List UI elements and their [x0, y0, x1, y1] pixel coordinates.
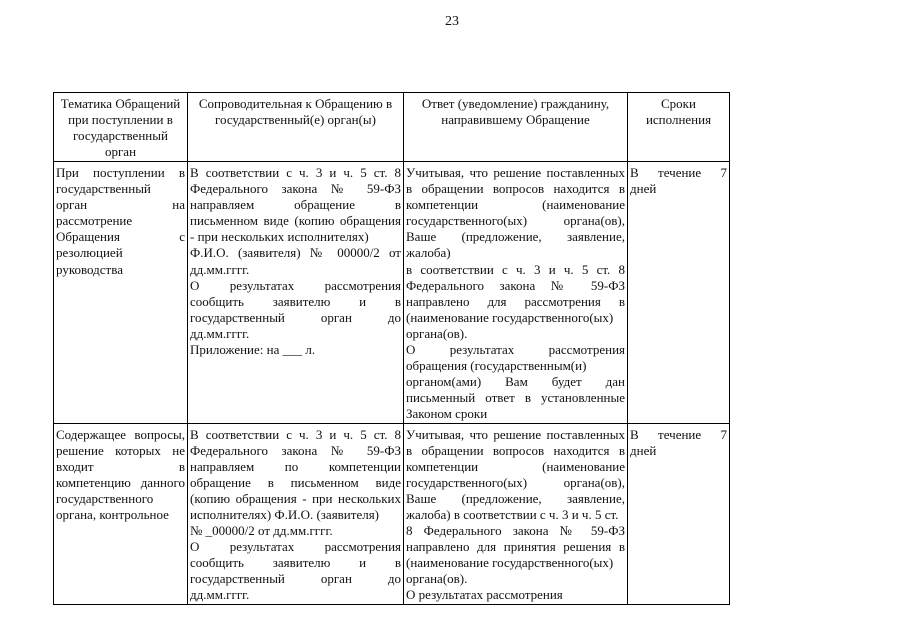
cell-line: сообщить заявителю и в — [190, 293, 401, 309]
header-topic: Тематика Обращений при поступлении в государственный орган — [54, 93, 188, 162]
cell-line: в соответствии с ч. 3 и ч. 5 ст. 8 — [406, 261, 625, 277]
cell-line: Федерального закона № 59-ФЗ — [190, 181, 401, 197]
cell-line: Учитывая, что решение поставленных — [406, 426, 625, 442]
cell-line: 8 Федерального закона № 59-ФЗ — [406, 523, 625, 539]
cell-line: письменном виде (копию обращения — [190, 213, 401, 229]
header-reply: Ответ (уведомление) гражданину, направившему Обращение — [404, 93, 628, 162]
cell-line: дней — [630, 442, 657, 458]
cell-line: органа(ов). — [406, 571, 468, 587]
cell-line: руководства — [56, 261, 123, 277]
cell-line: (копию обращения - при нескольких — [190, 490, 401, 506]
page-number: 23 — [445, 14, 459, 29]
cell-line: Ваше (предложение, заявление, — [406, 490, 625, 506]
document-table — [53, 92, 730, 605]
cell-line: В течение 7 — [630, 426, 727, 442]
cell-line: государственного(ых) органа(ов), — [406, 213, 625, 229]
cell-line: Законом сроки — [406, 406, 488, 422]
cell-line: в обращении вопросов находится в — [406, 181, 625, 197]
header-cover-letter: Сопроводительная к Обращению в государственный(е) орган(ы) — [188, 93, 404, 162]
cell-topic — [54, 423, 188, 604]
cell-line: органа(ов). — [406, 325, 468, 341]
cell-line: направляем обращение в — [190, 197, 401, 213]
cell-topic — [54, 162, 188, 424]
cell-line: (наименование государственного(ых) — [406, 309, 614, 325]
cell-line: дд.мм.гггг. — [190, 325, 250, 341]
cell-line: орган на — [56, 197, 185, 213]
cell-line: О результатах рассмотрения — [190, 539, 401, 555]
cell-line: в обращении вопросов находится в — [406, 442, 625, 458]
cell-line: дней — [630, 181, 657, 197]
cell-line: В соответствии с ч. 3 и ч. 5 ст. 8 — [190, 426, 401, 442]
cell-line: государственный — [56, 181, 151, 197]
cell-line: В течение 7 — [630, 165, 727, 180]
cell-line: государственный орган до — [190, 309, 401, 325]
cell-line: жалоба) — [406, 245, 451, 261]
cell-line: исполнителях) Ф.И.О. (заявителя) — [190, 506, 380, 522]
cell-line: Содержащее вопросы, — [56, 426, 185, 442]
table-row — [54, 162, 730, 424]
cell-line: жалоба) в соответствии с ч. 3 и ч. 5 ст. — [406, 506, 619, 522]
cell-line: направлено для принятия решения в — [406, 539, 625, 555]
cell-line: Ваше (предложение, заявление, — [406, 229, 625, 245]
table-row — [54, 423, 730, 604]
cell-line: - при нескольких исполнителях) — [190, 229, 369, 245]
table-header-row — [54, 93, 730, 162]
cell-deadline — [628, 423, 730, 604]
cell-line: письменный ответ в установленные — [406, 390, 625, 406]
cell-line: направляем по компетенции — [190, 458, 401, 474]
cell-line: О результатах рассмотрения — [406, 342, 625, 358]
cell-line: Учитывая, что решение поставленных — [406, 165, 625, 180]
cell-line: рассмотрение — [56, 213, 133, 229]
cell-line: Обращения с — [56, 229, 185, 245]
cell-line: Приложение: на ___ л. — [190, 342, 316, 358]
cell-line: компетенции (наименование — [406, 197, 625, 213]
cell-line: сообщить заявителю и в — [190, 555, 401, 571]
cell-line: государственного(ых) органа(ов), — [406, 474, 625, 490]
cell-line: дд.мм.гггг. — [190, 587, 250, 603]
cell-line: входит в — [56, 458, 185, 474]
cell-cover-letter — [188, 162, 404, 424]
cell-line: компетенцию данного — [56, 474, 185, 490]
cell-line: государственного — [56, 490, 154, 506]
cell-line: О результатах рассмотрения — [406, 587, 563, 603]
cell-line: государственный орган до — [190, 571, 401, 587]
cell-line: обращение в письменном виде — [190, 474, 401, 490]
cell-line: Федерального закона № 59-ФЗ — [190, 442, 401, 458]
cell-reply — [404, 162, 628, 424]
cell-line: дд.мм.гггг. — [190, 261, 250, 277]
cell-line: органом(ами) Вам будет дан — [406, 374, 625, 390]
cell-line: № _00000/2 от дд.мм.гггг. — [190, 523, 333, 539]
cell-line: компетенции (наименование — [406, 458, 625, 474]
cell-line: резолюцией — [56, 245, 123, 261]
cell-line: Ф.И.О. (заявителя) № 00000/2 от — [190, 245, 401, 261]
cell-line: решение которых не — [56, 442, 185, 458]
cell-deadline — [628, 162, 730, 424]
cell-line: При поступлении в — [56, 165, 185, 180]
header-deadline: Сроки исполнения — [628, 93, 730, 162]
cell-line: обращения (государственным(и) — [406, 358, 587, 374]
cell-line: О результатах рассмотрения — [190, 277, 401, 293]
cell-reply — [404, 423, 628, 604]
cell-line: направлено для рассмотрения в — [406, 293, 625, 309]
cell-cover-letter — [188, 423, 404, 604]
cell-line: В соответствии с ч. 3 и ч. 5 ст. 8 — [190, 165, 401, 180]
cell-line: органа, контрольное — [56, 506, 169, 522]
cell-line: (наименование государственного(ых) — [406, 555, 614, 571]
cell-line: Федерального закона № 59-ФЗ — [406, 277, 625, 293]
